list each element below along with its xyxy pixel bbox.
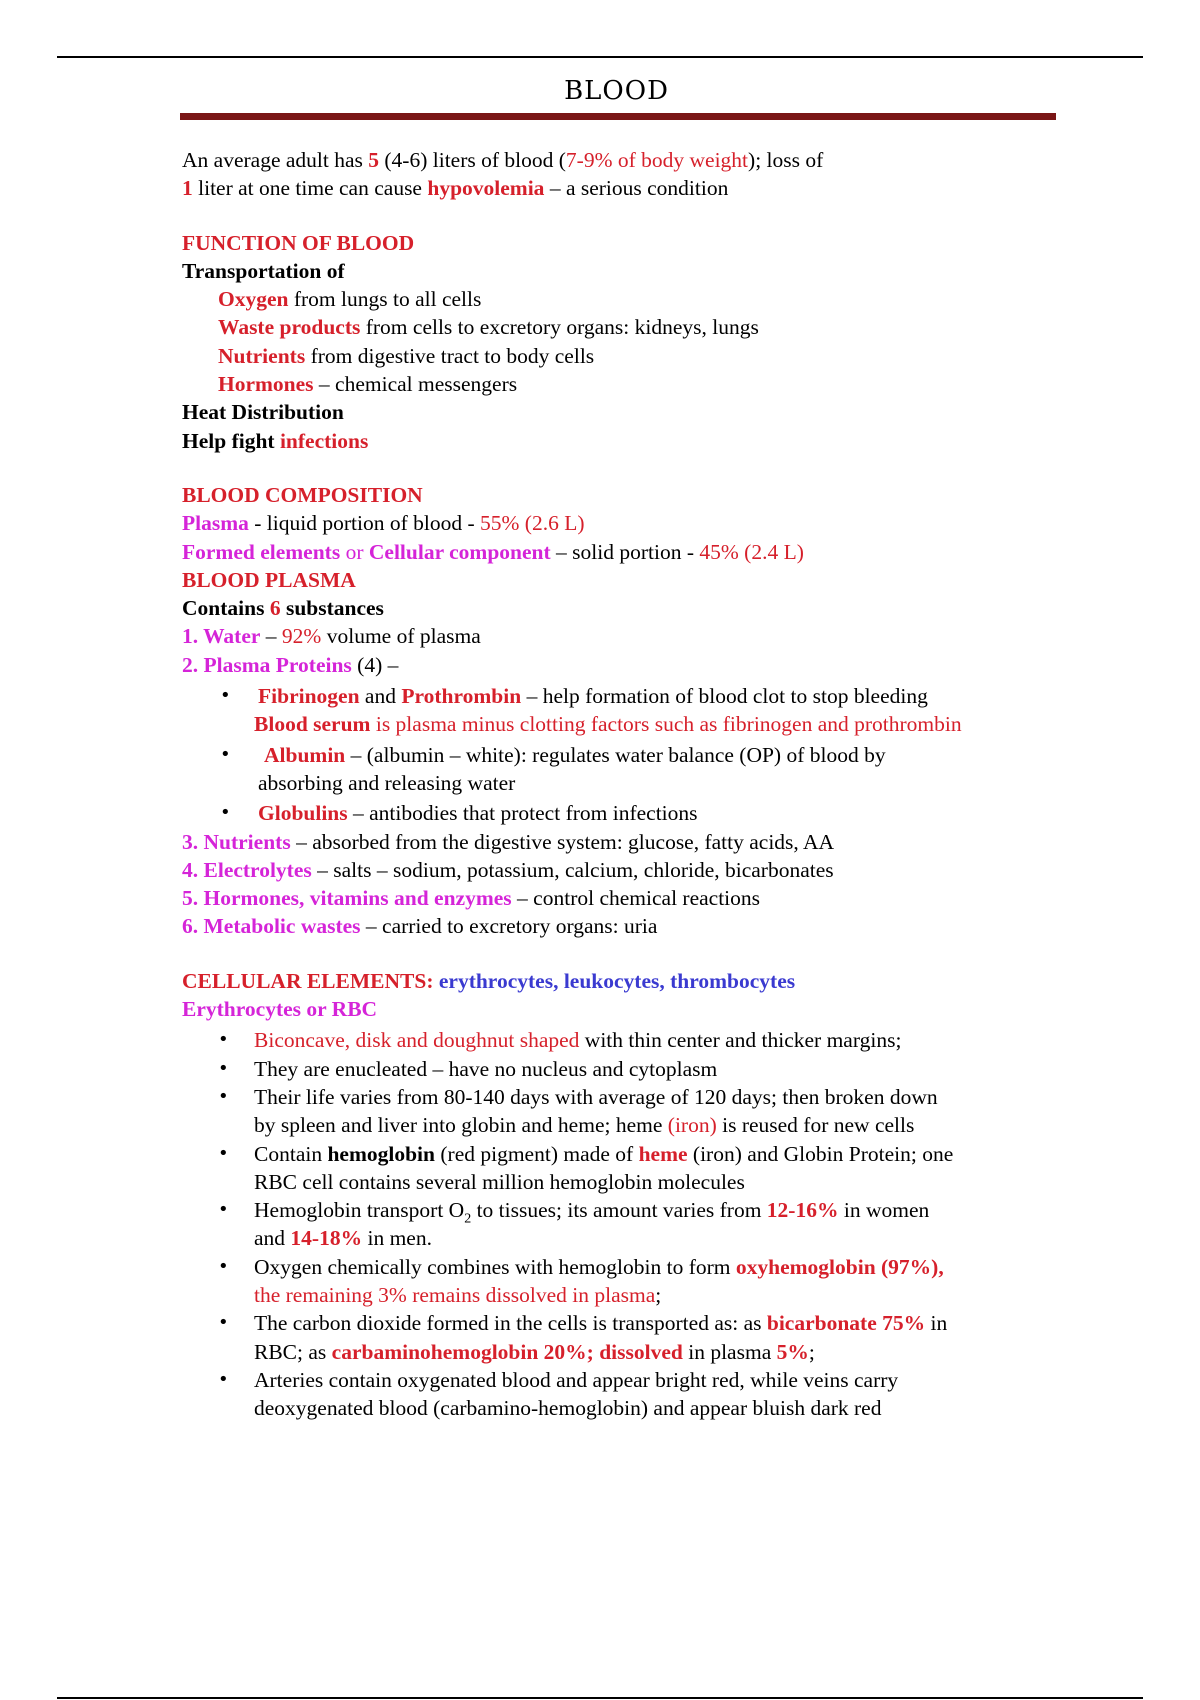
- heat-distribution: Heat Distribution: [182, 400, 344, 425]
- intro-line-2: 1 liter at one time can cause hypovolemia – a serious condition: [182, 176, 729, 201]
- list-item: • Arteries contain oxygenated blood and appear bright red, while veins carry deoxygenated blood (carbamino-hemoglobin) and appear bluish dark red: [182, 1366, 1122, 1423]
- plasma-contains: Contains 6 substances: [182, 596, 384, 621]
- composition-plasma: Plasma - liquid portion of blood - 55% (2.6 L): [182, 511, 585, 536]
- list-item: • The carbon dioxide formed in the cells is transported as: as bicarbonate 75% in RBC; as carbaminohemoglobin 20%; dissolved in plasma 5%;: [182, 1309, 1122, 1366]
- top-rule: [57, 56, 1143, 58]
- title-underline: [180, 113, 1056, 120]
- list-item: • Contain hemoglobin (red pigment) made of heme (iron) and Globin Protein; one RBC cell contains several million hemoglobin molecules: [182, 1140, 1122, 1197]
- bottom-rule: [57, 1697, 1143, 1699]
- plasma-substance: 3. Nutrients – absorbed from the digestive system: glucose, fatty acids, AA: [182, 829, 835, 854]
- protein-list: [182, 682, 1122, 827]
- plasma-water: 1. Water – 92% volume of plasma: [182, 624, 481, 649]
- list-item: • Globulins – antibodies that protect from infections: [182, 799, 1122, 827]
- transport-item: Oxygen from lungs to all cells: [218, 287, 482, 312]
- list-item: • They are enucleated – have no nucleus and cytoplasm: [182, 1055, 1122, 1083]
- plasma-substance: 5. Hormones, vitamins and enzymes – control chemical reactions: [182, 886, 761, 911]
- document-body: [182, 146, 1122, 1422]
- page-title: BLOOD: [564, 76, 669, 106]
- intro-line-1: An average adult has 5 (4-6) liters of blood (7-9% of body weight); loss of: [182, 148, 824, 172]
- rbc-facts-list: [182, 1026, 1122, 1422]
- plasma-proteins: 2. Plasma Proteins (4) –: [182, 652, 399, 677]
- list-item: • Oxygen chemically combines with hemoglobin to form oxyhemoglobin (97%), the remaining 3% remains dissolved in plasma;: [182, 1253, 1122, 1310]
- list-item: • Their life varies from 80-140 days with average of 120 days; then broken down by spleen and liver into globin and heme; heme (iron) is reused for new cells: [182, 1083, 1122, 1140]
- composition-heading: BLOOD COMPOSITION: [182, 482, 423, 507]
- plasma-heading: BLOOD PLASMA: [182, 567, 356, 592]
- list-item: • Biconcave, disk and doughnut shaped with thin center and thicker margins;: [182, 1026, 1122, 1054]
- list-item: • Albumin – (albumin – white): regulates water balance (OP) of blood by absorbing and releasing water: [182, 741, 1122, 798]
- transport-item: Nutrients from digestive tract to body cells: [218, 343, 595, 368]
- list-item: • Hemoglobin transport $O_2$ to tissues; its amount varies from 12-16% in women and 14-18% in men.: [182, 1196, 1122, 1253]
- help-fight: Help fight infections: [182, 428, 369, 453]
- rbc-heading: Erythrocytes or RBC: [182, 997, 378, 1022]
- composition-formed: Formed elements or Cellular component – solid portion - 45% (2.4 L): [182, 539, 804, 564]
- cellular-heading: CELLULAR ELEMENTS: erythrocytes, leukocytes, thrombocytes: [182, 968, 796, 993]
- transport-item: Waste products from cells to excretory organs: kidneys, lungs: [218, 315, 759, 340]
- transport-item: Hormones – chemical messengers: [218, 372, 518, 397]
- function-heading: FUNCTION OF BLOOD: [182, 230, 415, 255]
- plasma-substance: 6. Metabolic wastes – carried to excretory organs: uria: [182, 914, 658, 939]
- transport-label: Transportation of: [182, 258, 345, 283]
- list-item: • Fibrinogen and Prothrombin – help formation of blood clot to stop bleeding Blood serum is plasma minus clotting factors such as fibrinogen and prothrombin: [182, 682, 1122, 739]
- plasma-substance: 4. Electrolytes – salts – sodium, potassium, calcium, chloride, bicarbonates: [182, 857, 834, 882]
